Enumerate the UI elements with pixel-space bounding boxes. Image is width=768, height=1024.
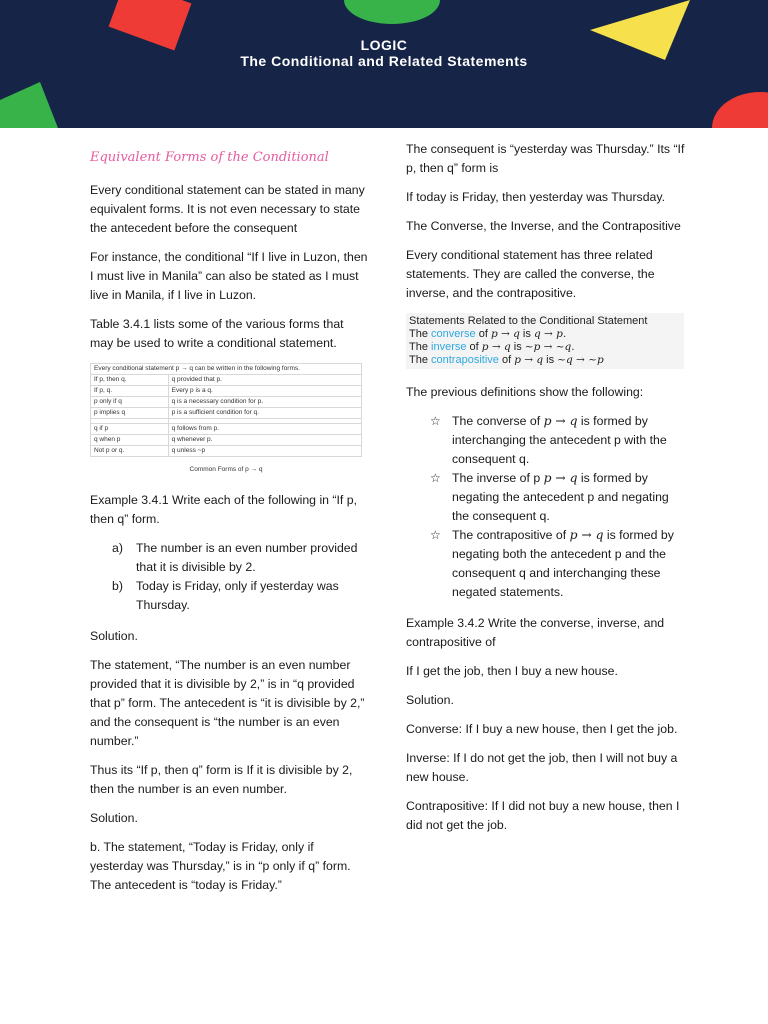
red-circle-bottom-right bbox=[712, 92, 768, 128]
table-cell: q whenever p. bbox=[168, 435, 361, 446]
paragraph: Every conditional statement has three related statements. They are called the converse, the inverse, and the contrapositive. bbox=[406, 248, 655, 300]
right-column bbox=[406, 140, 688, 845]
star-icon: ☆ bbox=[430, 471, 441, 485]
table-cell: If p, then q. bbox=[91, 375, 169, 386]
list-item: ☆ The converse of p → q is formed by interchanging the antecedent p with the consequent q. bbox=[430, 414, 667, 466]
banner-title-line1: LOGIC bbox=[360, 37, 408, 53]
list-item: ☆ The contrapositive of p → q is formed by negating both the antecedent p and the consequent q and interchanging these negated statements. bbox=[430, 528, 674, 599]
solution-label: Solution. bbox=[90, 811, 138, 825]
table-cell: Not p or q. bbox=[91, 446, 169, 457]
list-marker: b) bbox=[112, 579, 123, 593]
paragraph: For instance, the conditional “If I live in Luzon, then I must live in Manila” can also be stated as I must live in Manila, if I live in Luzon. bbox=[90, 250, 368, 302]
figure-row-inverse: The inverse of p → q is ~p → ~q. bbox=[409, 341, 575, 353]
section-title: The Converse, the Inverse, and the Contrapositive bbox=[406, 219, 681, 233]
list-item bbox=[112, 577, 368, 615]
figure-title: Statements Related to the Conditional Statement bbox=[409, 315, 648, 327]
table-header-row bbox=[91, 364, 362, 375]
table-cell: q if p bbox=[91, 424, 169, 435]
paragraph: The previous definitions show the following: bbox=[406, 385, 644, 399]
example-heading: Example 3.4.1 Write each of the following in “If p, then q” form. bbox=[90, 493, 358, 526]
contrapositive-answer: Contrapositive: If I did not buy a new house, then I did not get the job. bbox=[406, 799, 680, 832]
table-header: Every conditional statement p → q can be written in the following forms. bbox=[91, 364, 362, 375]
example-heading: Example 3.4.2 Write the converse, inverse, and contrapositive of bbox=[406, 616, 665, 649]
header-banner bbox=[0, 0, 768, 128]
list-item: ☆ The inverse of p p → q is formed by negating the antecedent p and negating the consequent q. bbox=[430, 471, 669, 523]
list-marker: a) bbox=[112, 541, 123, 555]
table-row bbox=[91, 375, 362, 386]
keyword-converse: converse bbox=[431, 328, 476, 340]
paragraph: Table 3.4.1 lists some of the various forms that may be used to write a conditional statement. bbox=[90, 317, 344, 350]
table-cell: q unless ~p bbox=[168, 446, 361, 457]
green-circle-top bbox=[344, 0, 440, 24]
figure-row-converse: The converse of p → q is q → p. bbox=[409, 328, 567, 340]
star-icon: ☆ bbox=[430, 528, 441, 542]
table-cell: Every p is a q. bbox=[168, 386, 361, 397]
table-row bbox=[91, 424, 362, 435]
banner-title-line2: The Conditional and Related Statements bbox=[240, 53, 528, 69]
green-triangle-bottom-left bbox=[0, 82, 58, 128]
table-cell: p implies q bbox=[91, 408, 169, 419]
definition-list bbox=[406, 412, 688, 602]
example-list bbox=[90, 539, 368, 615]
paragraph: Thus its “If p, then q” form is If it is divisible by 2, then the number is an even number. bbox=[90, 763, 353, 796]
converse-answer: Converse: If I buy a new house, then I get the job. bbox=[406, 722, 678, 736]
forms-table bbox=[90, 363, 362, 457]
related-statements-figure bbox=[406, 313, 684, 369]
paragraph: The statement, “The number is an even number provided that it is divisible by 2,” is in “q provided that p” form. The antecedent is “it is divisible by 2,” and the consequent is “the number is an even number.” bbox=[90, 658, 365, 748]
table-row bbox=[91, 397, 362, 408]
table-row bbox=[91, 408, 362, 419]
left-column bbox=[90, 140, 368, 905]
table-cell: p is a sufficient condition for q. bbox=[168, 408, 361, 419]
figure-row-contrapositive: The contrapositive of p → q is ~q → ~p bbox=[409, 354, 604, 366]
list-item-text: The number is an even number provided that it is divisible by 2. bbox=[136, 541, 358, 574]
table-cell: If p, q. bbox=[91, 386, 169, 397]
table-cell: q follows from p. bbox=[168, 424, 361, 435]
list-item-text: Today is Friday, only if yesterday was Thursday. bbox=[136, 579, 339, 612]
table-cell: q provided that p. bbox=[168, 375, 361, 386]
paragraph: If today is Friday, then yesterday was Thursday. bbox=[406, 190, 666, 204]
table-row bbox=[91, 435, 362, 446]
table-row bbox=[91, 386, 362, 397]
list-item bbox=[112, 539, 368, 577]
table-cell: p only if q bbox=[91, 397, 169, 408]
paragraph: If I get the job, then I buy a new house. bbox=[406, 664, 618, 678]
table-row bbox=[91, 446, 362, 457]
paragraph: The consequent is “yesterday was Thursday.” Its “If p, then q” form is bbox=[406, 142, 685, 175]
forms-table-figure bbox=[90, 363, 368, 479]
solution-label: Solution. bbox=[90, 629, 138, 643]
keyword-contrapositive: contrapositive bbox=[431, 354, 499, 366]
star-icon: ☆ bbox=[430, 414, 441, 428]
paragraph: b. The statement, “Today is Friday, only if yesterday was Thursday,” is in “p only if q” form. The antecedent is “today is Friday.” bbox=[90, 840, 351, 892]
table-cell: q when p bbox=[91, 435, 169, 446]
keyword-inverse: inverse bbox=[431, 341, 467, 353]
inverse-answer: Inverse: If I do not get the job, then I will not buy a new house. bbox=[406, 751, 678, 784]
section-heading: Equivalent Forms of the Conditional bbox=[90, 150, 329, 165]
table-cell: q is a necessary condition for p. bbox=[168, 397, 361, 408]
paragraph: Every conditional statement can be stated in many equivalent forms. It is not even necessary to state the antecedent before the consequent bbox=[90, 183, 365, 235]
table-caption: Common Forms of p → q bbox=[189, 466, 263, 473]
solution-label: Solution. bbox=[406, 693, 454, 707]
